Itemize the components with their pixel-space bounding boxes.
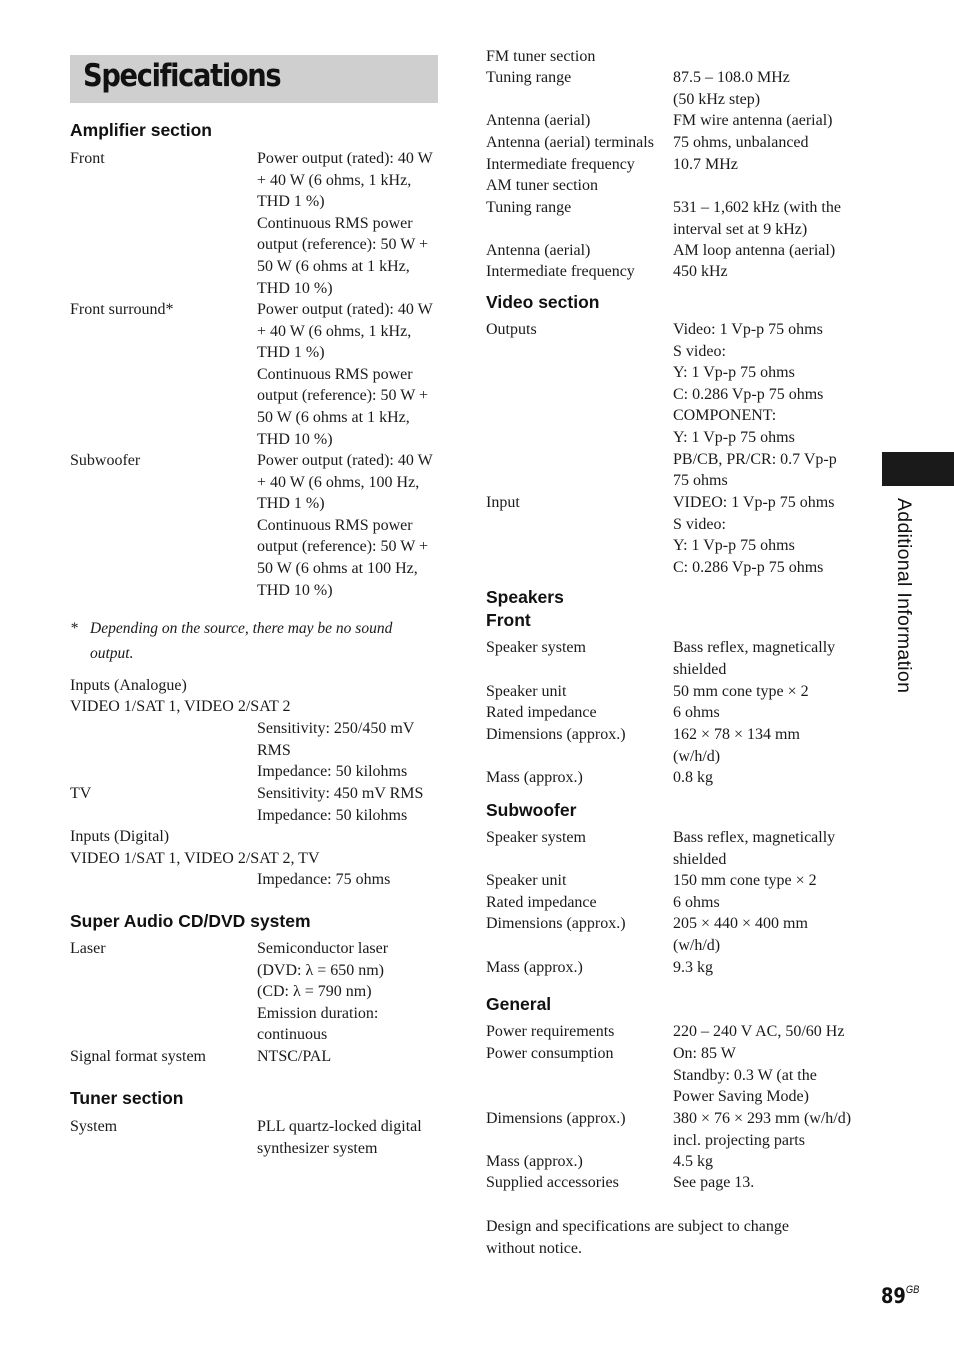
spec-label: Speaker unit [486,683,567,700]
spec-label: TV [70,785,92,802]
spec-value: FM wire antenna (aerial) [673,112,833,129]
spec-value: 205 × 440 × 400 mm (w/h/d) [673,915,808,954]
spec-value: Semiconductor laser (DVD: λ = 650 nm) (CD: λ = 790 nm) Emission duration: continuous [257,940,389,1044]
page-title: Specifications [83,58,281,94]
spec-label: Dimensions (approx.) [486,915,626,932]
spec-label: Antenna (aerial) [486,242,591,259]
section-tab-label: Additional Information [893,498,915,694]
spec-label: Intermediate frequency [486,156,635,173]
spec-value: 6 ohms [673,894,720,911]
spec-label: Speaker system [486,829,586,846]
front-heading: Front [486,610,531,630]
subwoofer-heading: Subwoofer [486,800,577,820]
spec-label: Power requirements [486,1023,615,1040]
spec-value: Sensitivity: 250/450 mV RMS Impedance: 50 kilohms [257,720,415,781]
spec-value: Sensitivity: 450 mV RMS Impedance: 50 kilohms [257,785,424,824]
spec-label: Speaker unit [486,872,567,889]
spec-label: Laser [70,940,106,957]
speakers-heading: Speakers [486,587,564,607]
spec-label: Front surround* [70,301,174,318]
spec-value: 50 mm cone type × 2 [673,683,809,700]
spec-value: VIDEO: 1 Vp-p 75 ohms S video: Y: 1 Vp-p 75 ohms C: 0.286 Vp-p 75 ohms [673,494,835,576]
spec-value: Impedance: 75 ohms [257,871,391,888]
footnote-mark: * [70,620,78,637]
spec-label: Input [486,494,520,511]
inputs-analogue-label: Inputs (Analogue) [70,677,187,694]
spec-value: 87.5 – 108.0 MHz (50 kHz step) [673,69,790,108]
spec-value: See page 13. [673,1174,755,1191]
spec-label: Antenna (aerial) terminals [486,134,654,151]
spec-value: Power output (rated): 40 W + 40 W (6 ohms, 1 kHz, THD 1 %) Continuous RMS power output (reference): 50 W + 50 W (6 ohms at 1 kHz, THD 10 %) [257,301,433,448]
spec-value: AM loop antenna (aerial) [673,242,836,259]
spec-label: Dimensions (approx.) [486,1110,626,1127]
spec-label: Mass (approx.) [486,769,583,786]
spec-value: NTSC/PAL [257,1048,332,1065]
am-heading: AM tuner section [486,177,598,194]
amplifier-heading: Amplifier section [70,120,212,140]
video-heading: Video section [486,292,600,312]
spec-value: 0.8 kg [673,769,713,786]
spec-label: Antenna (aerial) [486,112,591,129]
spec-value: 150 mm cone type × 2 [673,872,817,889]
spec-label: Speaker system [486,639,586,656]
spec-value: 6 ohms [673,704,720,721]
general-heading: General [486,994,552,1014]
inputs-digital-label: Inputs (Digital) [70,828,170,845]
sacd-heading: Super Audio CD/DVD system [70,911,311,931]
spec-label: Intermediate frequency [486,263,635,280]
spec-value: 162 × 78 × 134 mm (w/h/d) [673,726,800,765]
spec-label: Rated impedance [486,894,597,911]
spec-label: Power consumption [486,1045,614,1062]
spec-label: Mass (approx.) [486,959,583,976]
tuner-heading: Tuner section [70,1088,184,1108]
spec-label: Subwoofer [70,452,141,469]
inputs-analogue-sub: VIDEO 1/SAT 1, VIDEO 2/SAT 2 [70,698,291,715]
spec-label: Tuning range [486,69,572,86]
spec-value: Power output (rated): 40 W + 40 W (6 ohms, 100 Hz, THD 1 %) Continuous RMS power output (reference): 50 W + 50 W (6 ohms at 100 Hz, THD 10 %) [257,452,433,599]
spec-label: Outputs [486,321,537,338]
spec-value: 4.5 kg [673,1153,713,1170]
spec-value: Power output (rated): 40 W + 40 W (6 ohms, 1 kHz, THD 1 %) Continuous RMS power output (reference): 50 W + 50 W (6 ohms at 1 kHz, THD 10 %) [257,150,433,297]
spec-value: 75 ohms, unbalanced [673,134,809,151]
spec-value: 531 – 1,602 kHz (with the interval set at 9 kHz) [673,199,841,238]
spec-value: 9.3 kg [673,959,713,976]
spec-label: Supplied accessories [486,1174,619,1191]
fm-heading: FM tuner section [486,48,596,65]
spec-label: Rated impedance [486,704,597,721]
spec-label: Dimensions (approx.) [486,726,626,743]
spec-value: PLL quartz-locked digital synthesizer system [257,1118,422,1157]
spec-label: Signal format system [70,1048,206,1065]
spec-value: Bass reflex, magnetically shielded [673,829,836,868]
page-number: $89^{GB}$ [881,1284,920,1308]
spec-value: 220 – 240 V AC, 50/60 Hz [673,1023,845,1040]
spec-value: Video: 1 Vp-p 75 ohms S video: Y: 1 Vp-p 75 ohms C: 0.286 Vp-p 75 ohms COMPONENT: Y: 1 Vp-p 75 ohms PB/CB, PR/CR: 0.7 Vp-p 75 ohms [673,321,837,490]
section-tab-marker [882,452,954,486]
spec-value: 380 × 76 × 293 mm (w/h/d) incl. projecting parts [673,1110,852,1149]
title-banner [70,55,438,103]
spec-value: On: 85 W Standby: 0.3 W (at the Power Saving Mode) [673,1045,817,1106]
spec-value: 10.7 MHz [673,156,738,173]
spec-value: 450 kHz [673,263,728,280]
spec-label: System [70,1118,118,1135]
disclaimer: Design and specifications are subject to change without notice. [486,1218,789,1257]
footnote: Depending on the source, there may be no sound output. [90,620,393,662]
spec-label: Front [70,150,105,167]
spec-label: Mass (approx.) [486,1153,583,1170]
spec-label: Tuning range [486,199,572,216]
spec-value: Bass reflex, magnetically shielded [673,639,836,678]
inputs-digital-sub: VIDEO 1/SAT 1, VIDEO 2/SAT 2, TV [70,850,320,867]
